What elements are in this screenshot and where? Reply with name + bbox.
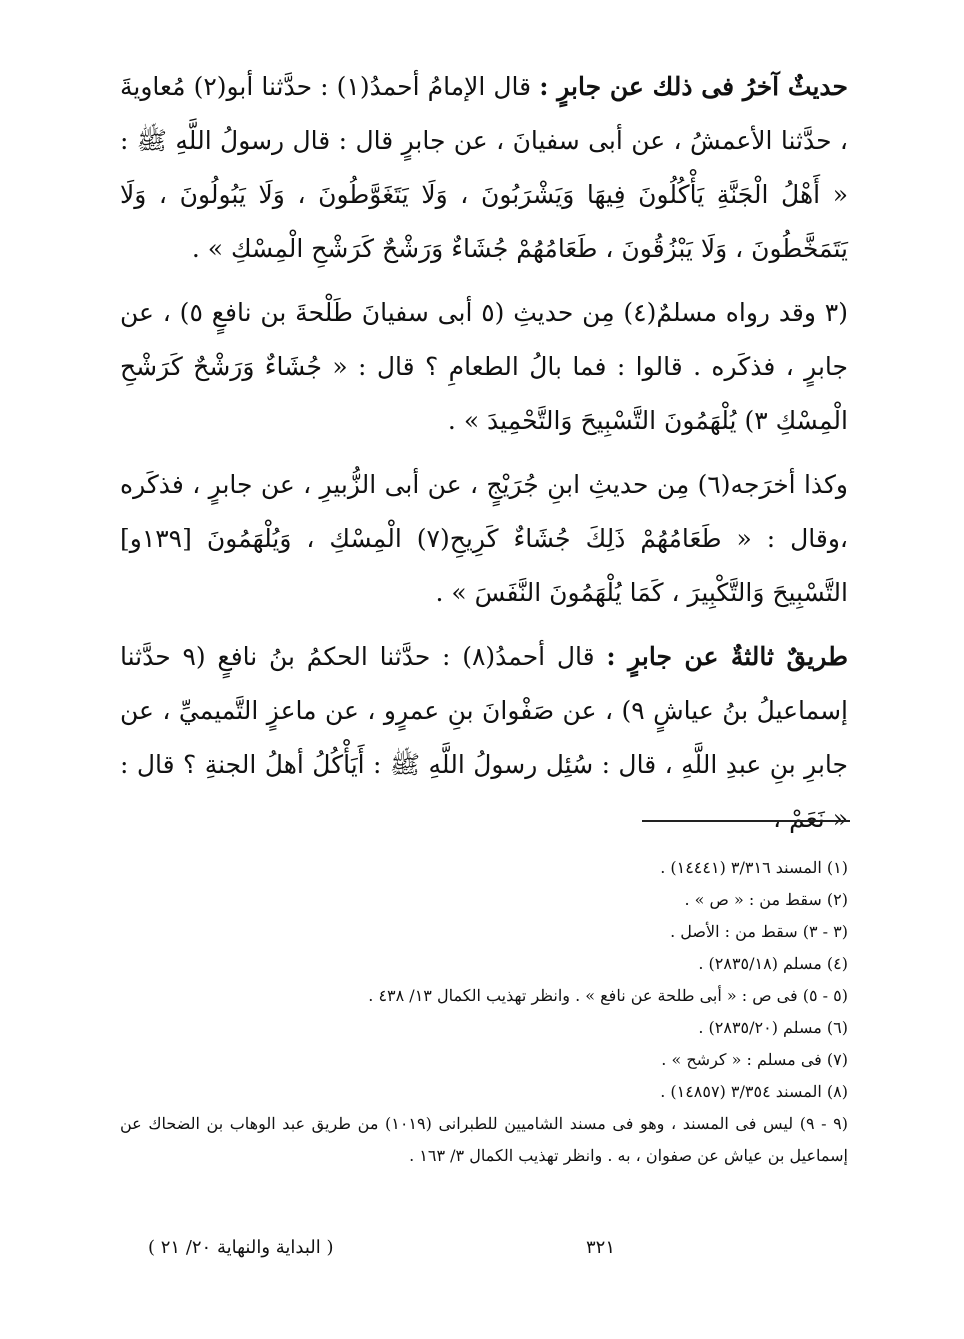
- page-footer: [120, 1232, 848, 1264]
- footnote-separator: [642, 820, 850, 822]
- paragraph-1: [120, 60, 848, 276]
- footnote: (٣ - ٣) سقط من : الأصل .: [670, 922, 848, 941]
- footnote: (١) المسند ٣/٣١٦ (١٤٤٤١) .: [660, 858, 848, 877]
- footnote: (٦) مسلم (٢٨٣٥/٢٠) .: [698, 1018, 848, 1037]
- paragraph-text: وكذا أخرَجه(٦) مِن حديثِ ابنِ جُرَيْجٍ ، عن أبى الزُّبيرِ ، عن جابرٍ ، فذكَره ،وقال : « طَعَامُهُمْ ذَلِكَ جُشَاءٌ كَرِيحِ(٧) الْمِسْكِ ، وَيُلْهَمُونَ [١٣٩و] التَّسْبِيحَ وَالتَّكْبِيرَ ، كَمَا يُلْهَمُونَ النَّفَسَ » .: [120, 470, 849, 607]
- footnotes: [120, 852, 848, 1172]
- footnote: (٢) سقط من : « ص » .: [684, 890, 848, 909]
- paragraph-4: [120, 630, 848, 846]
- footnote: (٥ - ٥) فى ص : « أبى طلحة عن نافع » . وانظر تهذيب الكمال ١٣/ ٤٣٨ .: [368, 986, 848, 1005]
- footnote: (٩ - ٩) ليس فى المسند ، وهو فى مسند الشاميين للطبرانى (١٠١٩) من طريق عبد الوهاب بن الضحاك عن إسماعيل بن عياش عن صفوان ، به . وانظر تهذيب الكمال ٣/ ١٦٣ .: [120, 1114, 848, 1165]
- paragraph-text: قال الإمامُ أحمدُ(١) : حدَّثنا أبو(٢) مُعاويةَ ، حدَّثنا الأعمشُ ، عن أبى سفيانَ ، عن جابرٍ قال : قال رسولُ اللَّهِ ﷺ : « أَهْلُ الْجَنَّةِ يَأْكُلُونَ فِيهَا وَيَشْرَبُونَ ، وَلَا يَتَغَوَّطُونَ ، وَلَا يَبُولُونَ ، وَلَا يَتَمَخَّطُونَ ، وَلَا يَبْزُقُونَ ، طَعَامُهُمْ جُشَاءٌ وَرَشْحٌ كَرَشْحِ الْمِسْكِ » .: [120, 72, 848, 263]
- page-number: ٣٢١: [586, 1237, 616, 1258]
- main-text: [120, 60, 848, 856]
- paragraph-3: [120, 458, 848, 620]
- footnote: (٤) مسلم (٢٨٣٥/١٨) .: [698, 954, 848, 973]
- footnote: (٧) فى مسلم : « كرشح » .: [661, 1050, 848, 1069]
- section-heading: حديثٌ آخرُ فى ذلك عن جابرٍ :: [539, 72, 849, 101]
- section-heading: طريقٌ ثالثةٌ عن جابرٍ :: [606, 642, 848, 671]
- footnote: (٨) المسند ٣/٣٥٤ (١٤٨٥٧) .: [660, 1082, 848, 1101]
- paragraph-text: (٣ وقد رواه مسلمٌ(٤) مِن حديثِ (٥ أبى سفيانَ طَلْحةَ بن نافعٍ ٥) ، عن جابرٍ ، فذكَره . قالوا : فما بالُ الطعامِ ؟ قال : « جُشَاءٌ وَرَشْحٌ كَرَشْحِ الْمِسْكِ ٣) يُلْهَمُونَ التَّسْبِيحَ وَالتَّحْمِيدَ » .: [120, 298, 848, 435]
- paragraph-text: قال أحمدُ(٨) : حدَّثنا الحكمُ بنُ نافعٍ (٩ حدَّثنا إسماعيلُ بنُ عياشٍ ٩) ، عن صَفْوانَ بنِ عمرٍو ، عن ماعزٍ التَّميميِّ ، عن جابرِ بنِ عبدِ اللَّهِ ، قال : سُئِل رسولُ اللَّهِ ﷺ : أَيَأْكُلُ أهلُ الجنةِ ؟ قال : « نَعَمْ ،: [120, 642, 848, 833]
- paragraph-2: [120, 286, 848, 448]
- running-title: ( البداية والنهاية ٢٠/ ٢١ ): [148, 1237, 334, 1258]
